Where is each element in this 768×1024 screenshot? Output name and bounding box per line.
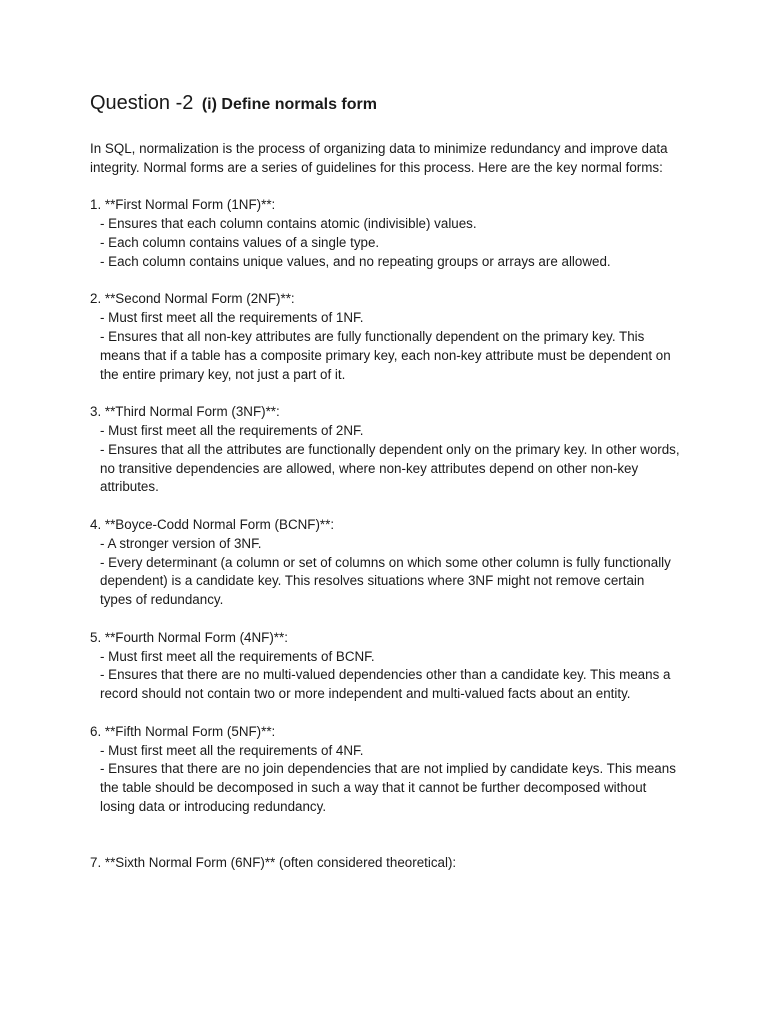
- section-3nf: [90, 403, 680, 497]
- section-point: - Ensures that all non-key attributes are fully functionally dependent on the primary key. This means that if a table has a composite primary key, each non-key attribute must be dependent on the entire primary key, not just a part of it.: [100, 328, 671, 382]
- section-4nf: [90, 629, 680, 704]
- question-title: [90, 92, 377, 115]
- section-point: - Must first meet all the requirements of 1NF.: [100, 310, 364, 326]
- section-point: - Ensures that there are no multi-valued dependencies other than a candidate key. This means a record should not contain two or more independent and multi-valued facts about an entity.: [100, 667, 671, 702]
- section-point: - Each column contains unique values, and no repeating groups or arrays are allowed.: [100, 253, 611, 269]
- document-body: [90, 140, 680, 873]
- section-heading: 6. **Fifth Normal Form (5NF)**:: [90, 723, 276, 739]
- section-point: - A stronger version of 3NF.: [100, 535, 262, 551]
- section-point: - Every determinant (a column or set of columns on which some other column is fully functionally dependent) is a candidate key. This resolves situations where 3NF might not remove certain types of redundancy.: [100, 554, 671, 608]
- section-heading: 2. **Second Normal Form (2NF)**:: [90, 291, 295, 307]
- section-point: - Must first meet all the requirements of 2NF.: [100, 422, 364, 438]
- section-point: - Ensures that there are no join dependencies that are not implied by candidate keys. This means the table should be decomposed in such a way that it cannot be further decomposed without losing data or introducing redundancy.: [100, 761, 676, 814]
- section-point: - Ensures that all the attributes are functionally dependent only on the primary key. In other words, no transitive dependencies are allowed, where non-key attributes depend on other non-key attributes.: [100, 441, 680, 495]
- section-6nf: [90, 854, 680, 873]
- section-heading: 3. **Third Normal Form (3NF)**:: [90, 404, 280, 420]
- section-point: - Must first meet all the requirements of 4NF.: [100, 742, 364, 758]
- section-1nf: [90, 196, 680, 271]
- section-point: - Ensures that each column contains atomic (indivisible) values.: [100, 216, 477, 232]
- section-heading: 4. **Boyce-Codd Normal Form (BCNF)**:: [90, 516, 335, 532]
- question-number: Question -2: [90, 92, 194, 114]
- section-heading: 5. **Fourth Normal Form (4NF)**:: [90, 629, 288, 645]
- question-subtitle: (i) Define normals form: [201, 96, 377, 113]
- section-5nf: [90, 723, 680, 817]
- section-heading: 1. **First Normal Form (1NF)**:: [90, 197, 276, 213]
- section-bcnf: [90, 516, 680, 610]
- section-heading: 7. **Sixth Normal Form (6NF)** (often considered theoretical):: [90, 855, 457, 871]
- section-point: - Each column contains values of a single type.: [100, 234, 380, 250]
- section-2nf: [90, 290, 680, 384]
- section-point: - Must first meet all the requirements of BCNF.: [100, 648, 375, 664]
- intro-paragraph: In SQL, normalization is the process of organizing data to minimize redundancy and improve data integrity. Normal forms are a series of guidelines for this process. Here are the key normal forms:: [90, 141, 668, 175]
